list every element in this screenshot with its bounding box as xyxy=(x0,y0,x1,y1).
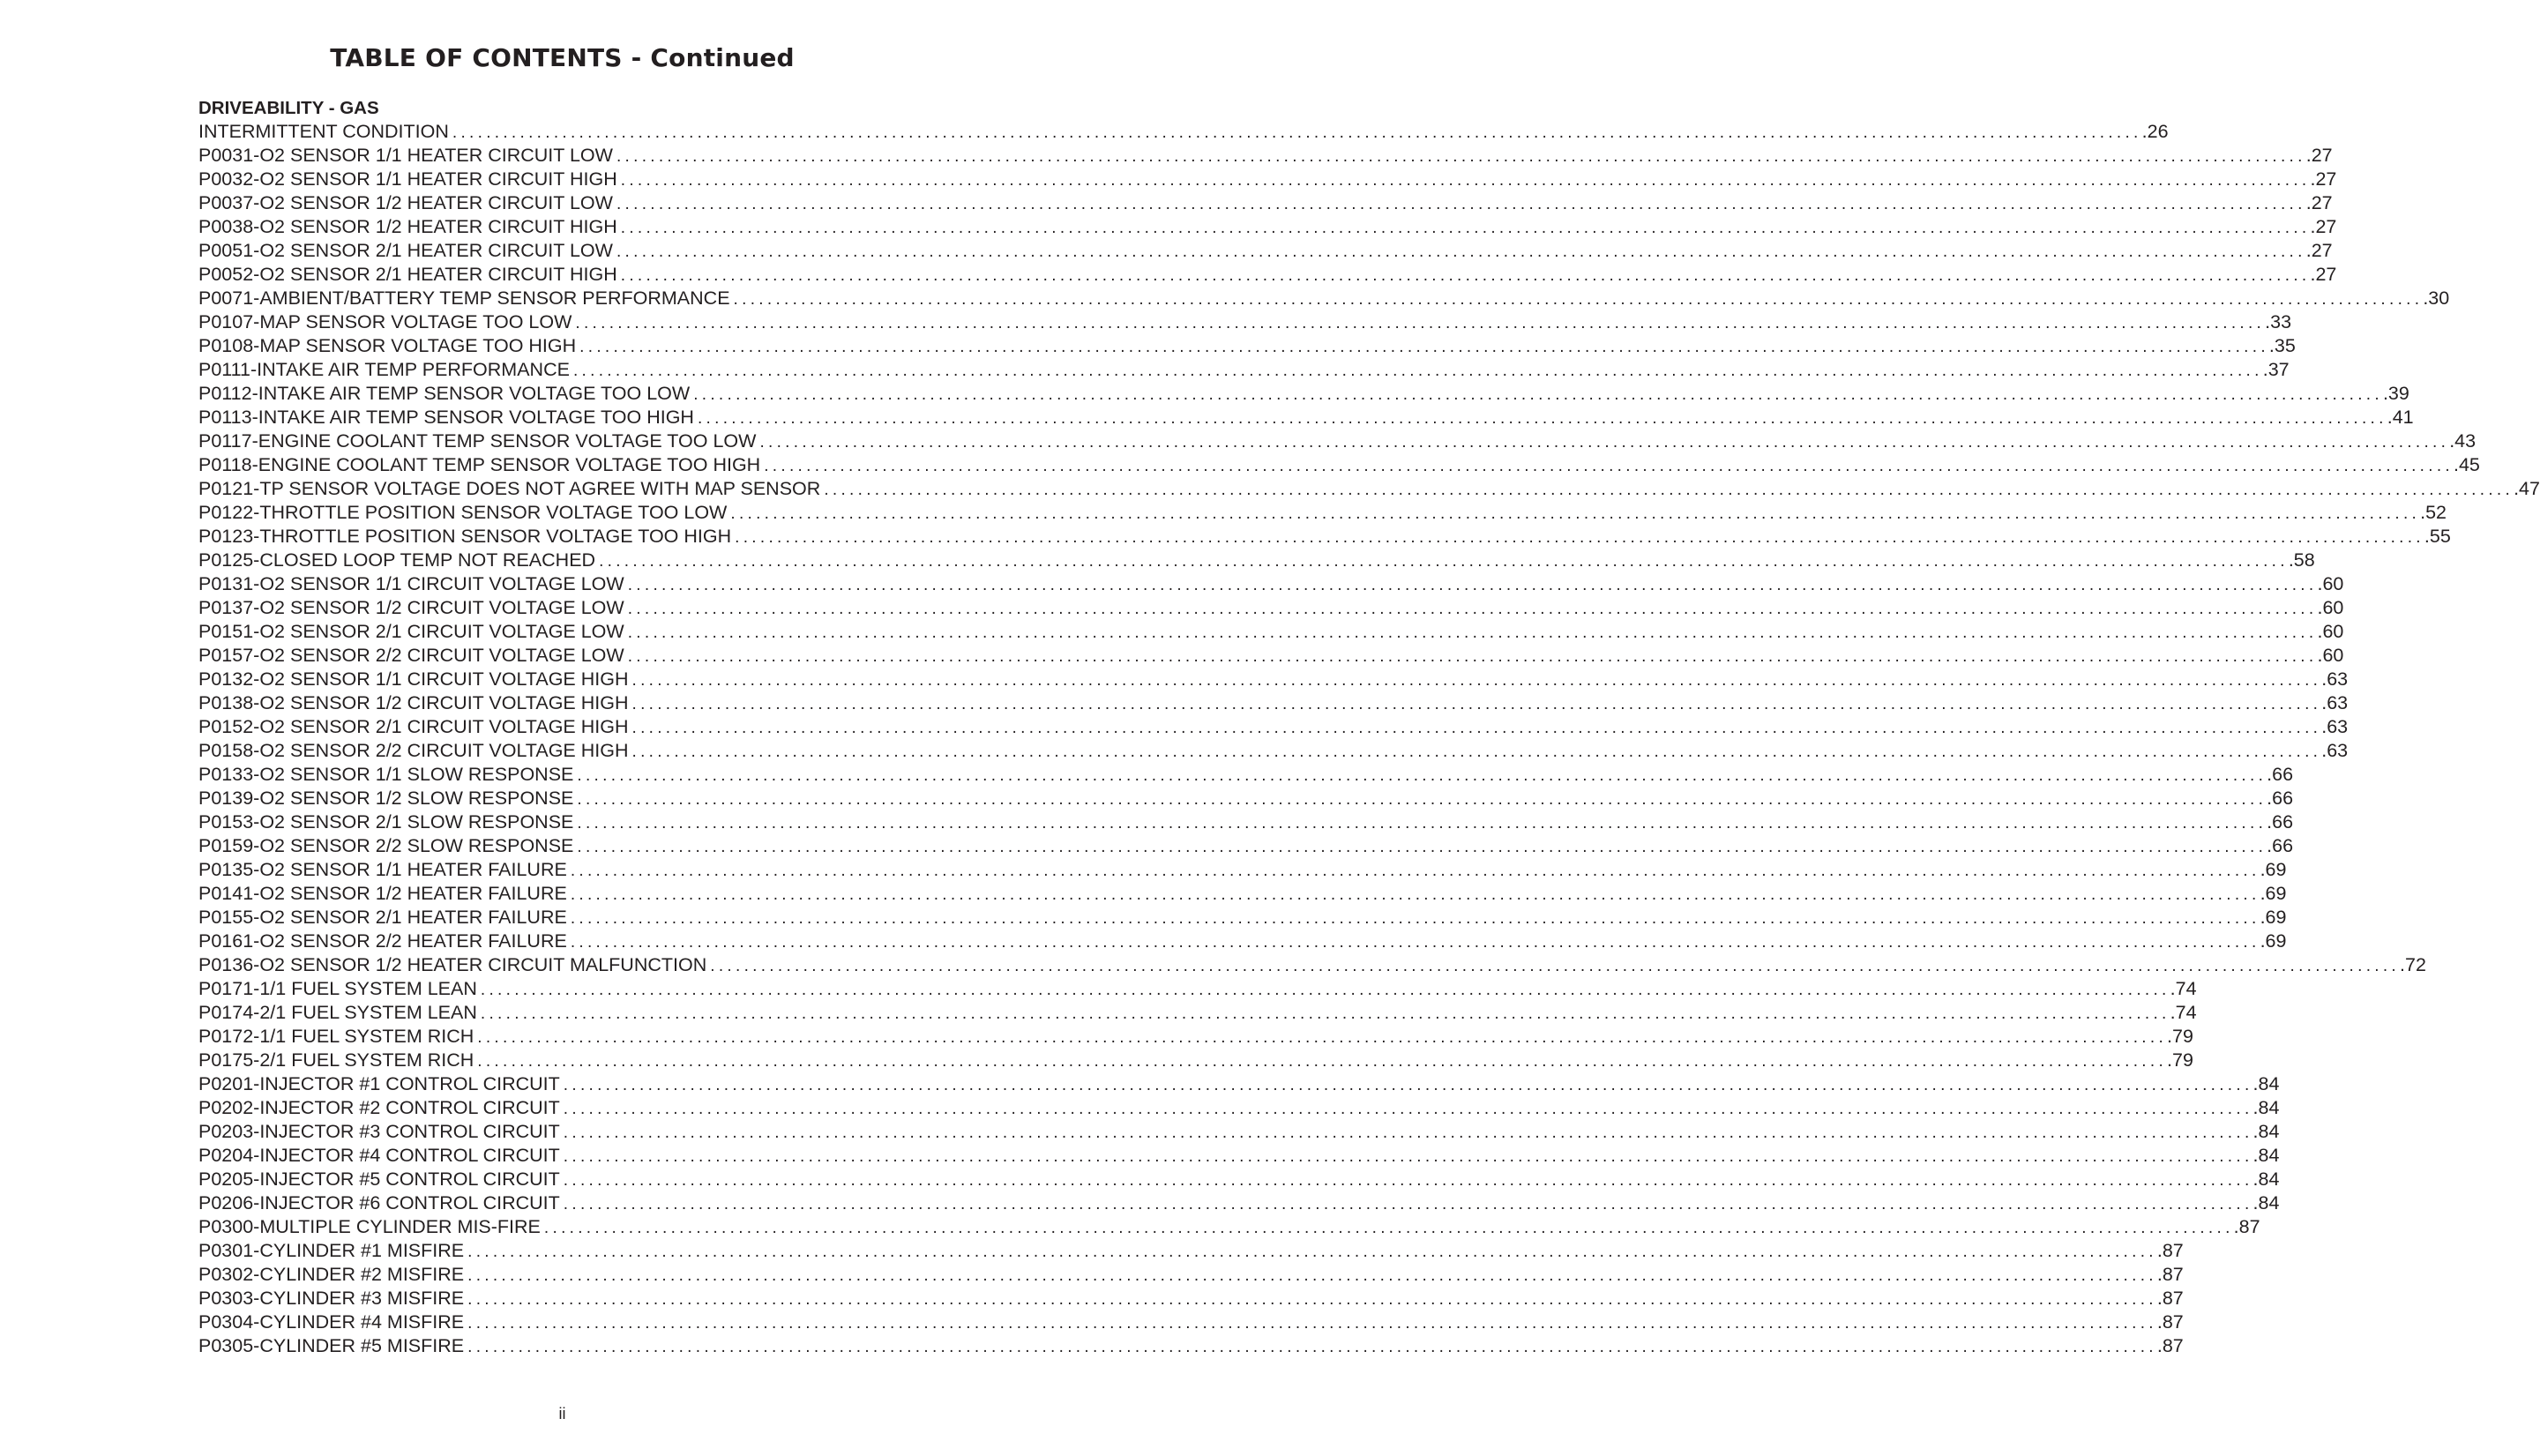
toc-entry-title: P0172-1/1 FUEL SYSTEM RICH xyxy=(198,1026,474,1047)
toc-entry xyxy=(198,453,2480,477)
toc-entry xyxy=(198,1287,2184,1310)
toc-entry xyxy=(198,549,2315,572)
toc-entry-title: P0071-AMBIENT/BATTERY TEMP SENSOR PERFORMANCE xyxy=(198,287,730,309)
dot-leader: ........................................................................................................................................................................................................ xyxy=(467,1314,2157,1333)
toc-entry xyxy=(198,739,2349,763)
toc-entry-page: .69 xyxy=(2260,930,2287,952)
dot-leader: ........................................................................................................................................................................................................ xyxy=(620,171,2311,190)
toc-entry-page: .74 xyxy=(2170,978,2197,999)
toc-entry-page: .63 xyxy=(2321,716,2349,737)
dot-leader: ........................................................................................................................................................................................................ xyxy=(563,1195,2253,1213)
dot-leader: ........................................................................................................................................................................................................ xyxy=(616,243,2306,261)
toc-entry xyxy=(198,310,2292,334)
toc-entry-page: .60 xyxy=(2317,621,2344,642)
dot-leader: ........................................................................................................................................................................................................ xyxy=(577,790,2267,809)
toc-entry-title: P0135-O2 SENSOR 1/1 HEATER FAILURE xyxy=(198,859,567,880)
toc-entry xyxy=(198,1049,2193,1072)
toc-entry-page: .66 xyxy=(2267,811,2294,833)
dot-leader: ........................................................................................................................................................................................................ xyxy=(693,385,2383,404)
toc-entry xyxy=(198,620,2344,644)
dot-leader: ........................................................................................................................................................................................................ xyxy=(733,290,2424,309)
toc-entry-title: P0153-O2 SENSOR 2/1 SLOW RESPONSE xyxy=(198,811,574,833)
dot-leader: ........................................................................................................................................................................................................ xyxy=(543,1219,2234,1237)
toc-entry xyxy=(198,358,2290,382)
dot-leader: ........................................................................................................................................................................................................ xyxy=(477,1028,2168,1047)
dot-leader: ........................................................................................................................................................................................................ xyxy=(627,623,2318,642)
toc-entry-page: .45 xyxy=(2453,454,2480,475)
toc-entry xyxy=(198,1215,2260,1239)
toc-entry xyxy=(198,501,2447,525)
toc-entry xyxy=(198,120,2169,144)
toc-entry-page: .27 xyxy=(2305,145,2333,166)
dot-leader: ........................................................................................................................................................................................................ xyxy=(480,981,2170,999)
toc-entry-title: P0032-O2 SENSOR 1/1 HEATER CIRCUIT HIGH xyxy=(198,168,617,190)
toc-entry xyxy=(198,287,2450,310)
toc-entry-page: .27 xyxy=(2305,240,2333,261)
toc-entry-title: P0136-O2 SENSOR 1/2 HEATER CIRCUIT MALFUNCTION xyxy=(198,954,707,975)
toc-entry-title: P0303-CYLINDER #3 MISFIRE xyxy=(198,1288,465,1309)
toc-entry-title: P0159-O2 SENSOR 2/2 SLOW RESPONSE xyxy=(198,835,574,856)
toc-entry-title: P0155-O2 SENSOR 2/1 HEATER FAILURE xyxy=(198,907,567,928)
toc-entry-title: P0113-INTAKE AIR TEMP SENSOR VOLTAGE TOO HIGH xyxy=(198,407,694,428)
toc-entry xyxy=(198,668,2349,691)
dot-leader: ........................................................................................................................................................................................................ xyxy=(563,1100,2253,1118)
toc-entry-page: .60 xyxy=(2317,645,2344,666)
dot-leader: ........................................................................................................................................................................................................ xyxy=(570,933,2260,952)
toc-entry-page: .84 xyxy=(2252,1169,2280,1190)
toc-entry-page: .26 xyxy=(2141,121,2169,142)
toc-entry xyxy=(198,382,2409,406)
section-heading: DRIVEABILITY - GAS xyxy=(198,98,379,118)
toc-entry xyxy=(198,477,2540,501)
toc-entry xyxy=(198,1025,2193,1049)
toc-entry-title: P0132-O2 SENSOR 1/1 CIRCUIT VOLTAGE HIGH xyxy=(198,668,629,690)
toc-entry-page: .30 xyxy=(2423,287,2450,309)
toc-entry-page: .27 xyxy=(2310,216,2337,237)
toc-entry xyxy=(198,263,2337,287)
dot-leader: ........................................................................................................................................................................................................ xyxy=(599,552,2289,571)
toc-entry xyxy=(198,191,2333,215)
toc-entry xyxy=(198,834,2294,858)
toc-entry-title: P0051-O2 SENSOR 2/1 HEATER CIRCUIT LOW xyxy=(198,240,613,261)
toc-entry-page: .66 xyxy=(2267,764,2294,785)
toc-entry-title: P0125-CLOSED LOOP TEMP NOT REACHED xyxy=(198,549,596,571)
toc-entry-title: P0174-2/1 FUEL SYSTEM LEAN xyxy=(198,1002,477,1023)
dot-leader: ........................................................................................................................................................................................................ xyxy=(570,862,2260,880)
toc-entry xyxy=(198,930,2287,953)
dot-leader: ........................................................................................................................................................................................................ xyxy=(759,433,2450,452)
dot-leader: ........................................................................................................................................................................................................ xyxy=(452,123,2142,142)
dot-leader: ........................................................................................................................................................................................................ xyxy=(577,766,2267,785)
toc-entry-title: P0117-ENGINE COOLANT TEMP SENSOR VOLTAGE TOO LOW xyxy=(198,430,757,452)
toc-entry-page: .84 xyxy=(2252,1097,2280,1118)
toc-entry-page: .79 xyxy=(2167,1049,2193,1071)
dot-leader: ........................................................................................................................................................................................................ xyxy=(579,338,2269,356)
toc-entry-title: P0107-MAP SENSOR VOLTAGE TOO LOW xyxy=(198,311,572,332)
dot-leader: ........................................................................................................................................................................................................ xyxy=(616,147,2306,166)
toc-entry xyxy=(198,1168,2280,1191)
toc-entry xyxy=(198,572,2344,596)
toc-entry-page: .27 xyxy=(2310,168,2337,190)
dot-leader: ........................................................................................................................................................................................................ xyxy=(824,481,2514,499)
toc-entry-page: .37 xyxy=(2262,359,2290,380)
toc-entry-title: P0121-TP SENSOR VOLTAGE DOES NOT AGREE WITH MAP SENSOR xyxy=(198,478,821,499)
toc-entry-page: .87 xyxy=(2233,1216,2260,1237)
toc-entry-page: .69 xyxy=(2260,859,2287,880)
toc-entry xyxy=(198,429,2476,453)
toc-entry xyxy=(198,1191,2280,1215)
dot-leader: ........................................................................................................................................................................................................ xyxy=(480,1004,2170,1023)
toc-entry-title: P0137-O2 SENSOR 1/2 CIRCUIT VOLTAGE LOW xyxy=(198,597,624,618)
toc-entry-page: .72 xyxy=(2400,954,2426,975)
toc-entry-title: P0131-O2 SENSOR 1/1 CIRCUIT VOLTAGE LOW xyxy=(198,573,624,594)
toc-entry xyxy=(198,596,2344,620)
dot-leader: ........................................................................................................................................................................................................ xyxy=(631,671,2322,690)
toc-entry-page: .47 xyxy=(2514,478,2540,499)
toc-entry-title: P0171-1/1 FUEL SYSTEM LEAN xyxy=(198,978,477,999)
toc-entry-title: P0152-O2 SENSOR 2/1 CIRCUIT VOLTAGE HIGH xyxy=(198,716,629,737)
toc-entry xyxy=(198,715,2349,739)
toc-entry-title: P0141-O2 SENSOR 1/2 HEATER FAILURE xyxy=(198,883,567,904)
toc-entry-page: .84 xyxy=(2252,1145,2280,1166)
toc-entry-page: .55 xyxy=(2424,526,2451,547)
toc-entry-title: INTERMITTENT CONDITION xyxy=(198,121,449,142)
dot-leader: ........................................................................................................................................................................................................ xyxy=(570,909,2260,928)
dot-leader: ........................................................................................................................................................................................................ xyxy=(467,1243,2157,1261)
dot-leader: ........................................................................................................................................................................................................ xyxy=(616,195,2306,213)
toc-entry xyxy=(198,1239,2184,1263)
dot-leader: ........................................................................................................................................................................................................ xyxy=(477,1052,2168,1071)
page-number: ii xyxy=(558,1405,566,1422)
toc-entry xyxy=(198,1310,2184,1334)
dot-leader: ........................................................................................................................................................................................................ xyxy=(631,743,2322,761)
toc-entry xyxy=(198,1263,2184,1287)
toc-entry xyxy=(198,882,2287,906)
toc-entry-page: .84 xyxy=(2252,1121,2280,1142)
dot-leader: ........................................................................................................................................................................................................ xyxy=(627,647,2318,666)
dot-leader: ........................................................................................................................................................................................................ xyxy=(631,695,2322,713)
toc-entry-page: .27 xyxy=(2305,192,2333,213)
toc-entry-title: P0302-CYLINDER #2 MISFIRE xyxy=(198,1264,465,1285)
toc-entry xyxy=(198,406,2414,429)
table-of-contents xyxy=(198,96,2540,1358)
dot-leader: ........................................................................................................................................................................................................ xyxy=(620,266,2311,285)
toc-entry-page: .52 xyxy=(2420,502,2447,523)
toc-entry-title: P0202-INJECTOR #2 CONTROL CIRCUIT xyxy=(198,1097,560,1118)
dot-leader: ........................................................................................................................................................................................................ xyxy=(631,719,2322,737)
dot-leader: ........................................................................................................................................................................................................ xyxy=(570,885,2260,904)
toc-entry-title: P0175-2/1 FUEL SYSTEM RICH xyxy=(198,1049,474,1071)
toc-entry-page: .27 xyxy=(2310,264,2337,285)
toc-entry xyxy=(198,763,2294,787)
toc-entry-title: P0038-O2 SENSOR 1/2 HEATER CIRCUIT HIGH xyxy=(198,216,617,237)
toc-entry-title: P0304-CYLINDER #4 MISFIRE xyxy=(198,1311,465,1333)
toc-entry xyxy=(198,691,2349,715)
toc-entry-title: P0123-THROTTLE POSITION SENSOR VOLTAGE TOO HIGH xyxy=(198,526,732,547)
toc-entry-page: .63 xyxy=(2321,668,2349,690)
dot-leader: ........................................................................................................................................................................................................ xyxy=(764,457,2454,475)
toc-entry xyxy=(198,525,2451,549)
toc-entry-title: P0111-INTAKE AIR TEMP PERFORMANCE xyxy=(198,359,570,380)
toc-entry-page: .60 xyxy=(2317,573,2344,594)
dot-leader: ........................................................................................................................................................................................................ xyxy=(735,528,2424,547)
toc-entry-title: P0151-O2 SENSOR 2/1 CIRCUIT VOLTAGE LOW xyxy=(198,621,624,642)
dot-leader: ........................................................................................................................................................................................................ xyxy=(710,957,2401,975)
toc-entry-title: P0112-INTAKE AIR TEMP SENSOR VOLTAGE TOO LOW xyxy=(198,383,691,404)
toc-entry-title: P0300-MULTIPLE CYLINDER MIS-FIRE xyxy=(198,1216,541,1237)
toc-entry-page: .43 xyxy=(2449,430,2476,452)
toc-entry-title: P0161-O2 SENSOR 2/2 HEATER FAILURE xyxy=(198,930,567,952)
toc-entry-page: .87 xyxy=(2156,1288,2184,1309)
toc-entry-list xyxy=(198,120,2540,1358)
toc-entry-page: .63 xyxy=(2321,740,2349,761)
toc-entry-page: .87 xyxy=(2156,1264,2184,1285)
dot-leader: ........................................................................................................................................................................................................ xyxy=(563,1124,2253,1142)
toc-entry xyxy=(198,1144,2280,1168)
dot-leader: ........................................................................................................................................................................................................ xyxy=(563,1076,2253,1094)
toc-entry xyxy=(198,953,2426,977)
toc-entry-title: P0158-O2 SENSOR 2/2 CIRCUIT VOLTAGE HIGH xyxy=(198,740,629,761)
dot-leader: ........................................................................................................................................................................................................ xyxy=(620,219,2311,237)
toc-entry-title: P0052-O2 SENSOR 2/1 HEATER CIRCUIT HIGH xyxy=(198,264,617,285)
toc-entry-title: P0118-ENGINE COOLANT TEMP SENSOR VOLTAGE TOO HIGH xyxy=(198,454,761,475)
toc-entry-page: .39 xyxy=(2382,383,2409,404)
toc-entry xyxy=(198,168,2337,191)
toc-entry-title: P0139-O2 SENSOR 1/2 SLOW RESPONSE xyxy=(198,788,574,809)
toc-entry-page: .58 xyxy=(2288,549,2315,571)
toc-entry-page: .41 xyxy=(2387,407,2414,428)
toc-entry xyxy=(198,1120,2280,1144)
dot-leader: ........................................................................................................................................................................................................ xyxy=(697,409,2387,428)
dot-leader: ........................................................................................................................................................................................................ xyxy=(572,362,2263,380)
dot-leader: ........................................................................................................................................................................................................ xyxy=(575,314,2266,332)
toc-entry xyxy=(198,144,2333,168)
toc-entry xyxy=(198,239,2333,263)
toc-entry-page: .87 xyxy=(2156,1240,2184,1261)
toc-entry-title: P0203-INJECTOR #3 CONTROL CIRCUIT xyxy=(198,1121,560,1142)
dot-leader: ........................................................................................................................................................................................................ xyxy=(627,600,2318,618)
toc-entry xyxy=(198,810,2294,834)
toc-entry xyxy=(198,787,2294,810)
dot-leader: ........................................................................................................................................................................................................ xyxy=(467,1338,2157,1356)
toc-entry-title: P0037-O2 SENSOR 1/2 HEATER CIRCUIT LOW xyxy=(198,192,613,213)
toc-entry-page: .35 xyxy=(2268,335,2296,356)
toc-entry-page: .74 xyxy=(2170,1002,2197,1023)
toc-entry xyxy=(198,334,2296,358)
dot-leader: ........................................................................................................................................................................................................ xyxy=(730,504,2421,523)
toc-entry-title: P0157-O2 SENSOR 2/2 CIRCUIT VOLTAGE LOW xyxy=(198,645,624,666)
toc-entry-page: .84 xyxy=(2252,1073,2280,1094)
toc-entry-title: P0031-O2 SENSOR 1/1 HEATER CIRCUIT LOW xyxy=(198,145,613,166)
dot-leader: ........................................................................................................................................................................................................ xyxy=(467,1266,2157,1285)
toc-entry-title: P0301-CYLINDER #1 MISFIRE xyxy=(198,1240,465,1261)
toc-entry-title: P0133-O2 SENSOR 1/1 SLOW RESPONSE xyxy=(198,764,574,785)
toc-entry-title: P0305-CYLINDER #5 MISFIRE xyxy=(198,1335,465,1356)
toc-entry-title: P0201-INJECTOR #1 CONTROL CIRCUIT xyxy=(198,1073,560,1094)
toc-entry xyxy=(198,215,2337,239)
toc-entry xyxy=(198,906,2287,930)
toc-entry-page: .33 xyxy=(2265,311,2292,332)
toc-entry xyxy=(198,1072,2280,1096)
toc-entry-page: .63 xyxy=(2321,692,2349,713)
toc-entry-page: .84 xyxy=(2252,1192,2280,1213)
toc-entry-page: .69 xyxy=(2260,907,2287,928)
dot-leader: ........................................................................................................................................................................................................ xyxy=(627,576,2318,594)
toc-entry-page: .69 xyxy=(2260,883,2287,904)
dot-leader: ........................................................................................................................................................................................................ xyxy=(577,814,2267,833)
toc-entry-page: .79 xyxy=(2167,1026,2193,1047)
toc-entry xyxy=(198,858,2287,882)
toc-entry xyxy=(198,1096,2280,1120)
dot-leader: ........................................................................................................................................................................................................ xyxy=(563,1171,2253,1190)
toc-entry-title: P0108-MAP SENSOR VOLTAGE TOO HIGH xyxy=(198,335,577,356)
dot-leader: ........................................................................................................................................................................................................ xyxy=(467,1290,2157,1309)
toc-entry-title: P0206-INJECTOR #6 CONTROL CIRCUIT xyxy=(198,1192,560,1213)
page-title: TABLE OF CONTENTS - Continued xyxy=(330,43,795,72)
toc-entry-title: P0204-INJECTOR #4 CONTROL CIRCUIT xyxy=(198,1145,560,1166)
toc-entry-page: .87 xyxy=(2156,1311,2184,1333)
toc-entry-page: .87 xyxy=(2156,1335,2184,1356)
toc-entry-page: .66 xyxy=(2267,788,2294,809)
toc-entry-title: P0205-INJECTOR #5 CONTROL CIRCUIT xyxy=(198,1169,560,1190)
toc-entry-page: .66 xyxy=(2267,835,2294,856)
toc-entry-title: P0138-O2 SENSOR 1/2 CIRCUIT VOLTAGE HIGH xyxy=(198,692,629,713)
toc-entry xyxy=(198,1334,2184,1358)
toc-entry xyxy=(198,1001,2197,1025)
dot-leader: ........................................................................................................................................................................................................ xyxy=(577,838,2267,856)
toc-entry-title: P0122-THROTTLE POSITION SENSOR VOLTAGE TOO LOW xyxy=(198,502,728,523)
toc-entry xyxy=(198,977,2197,1001)
dot-leader: ........................................................................................................................................................................................................ xyxy=(563,1147,2253,1166)
toc-entry-page: .60 xyxy=(2317,597,2344,618)
toc-entry xyxy=(198,644,2344,668)
